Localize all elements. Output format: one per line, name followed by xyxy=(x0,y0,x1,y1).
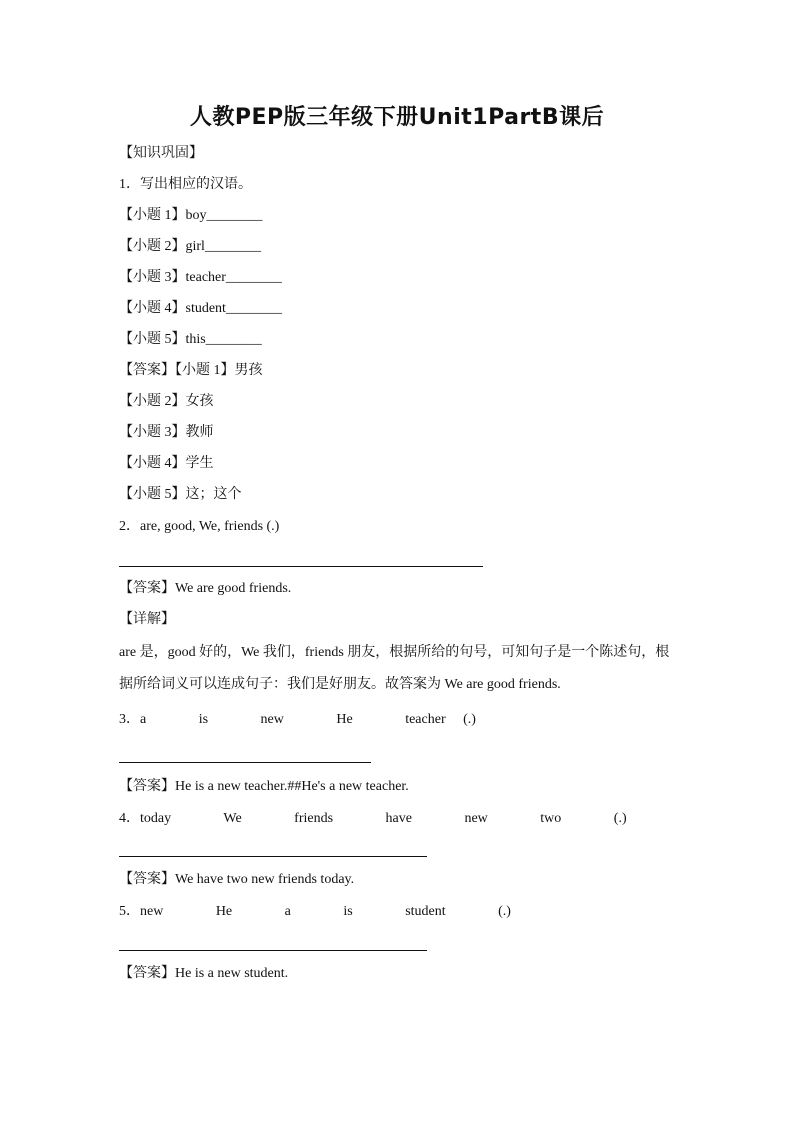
question-3-answer: 【答案】He is a new teacher.##He's a new teacher. xyxy=(119,779,409,794)
answer-line xyxy=(119,856,427,857)
question-1-answer-1: 【答案】【小题 1】男孩 xyxy=(119,363,263,378)
question-4-prompt: 4．today We friends have new two (.) xyxy=(119,811,627,826)
question-1-prompt: 1．写出相应的汉语。 xyxy=(119,177,252,192)
question-3-prompt: 3．a is new He teacher (.) xyxy=(119,712,476,727)
answer-line xyxy=(119,950,427,951)
section-heading: 【知识巩固】 xyxy=(119,146,203,161)
question-1-answer-5: 【小题 5】这；这个 xyxy=(119,487,242,502)
question-5-prompt: 5．new He a is student (.) xyxy=(119,904,511,919)
question-4-answer: 【答案】We have two new friends today. xyxy=(119,872,355,887)
question-1-item-5: 【小题 5】this________ xyxy=(119,332,262,347)
question-2-prompt: 2．are, good, We, friends (.) xyxy=(119,519,280,534)
document-title: 人教PEP版三年级下册Unit1PartB课后 xyxy=(189,105,605,130)
detail-text: are 是，good 好的，We 我们，friends 朋友，根据所给的句号，可知句子是一个陈述句，根据所给词义可以连成句子：我们是好朋友。故答案为 We are good friends. xyxy=(119,645,670,692)
answer-line xyxy=(119,762,371,763)
question-5-answer: 【答案】He is a new student. xyxy=(119,966,289,981)
answer-line xyxy=(119,566,483,567)
question-1-item-3: 【小题 3】teacher________ xyxy=(119,270,282,285)
question-1-answer-4: 【小题 4】学生 xyxy=(119,456,214,471)
question-2-answer: 【答案】We are good friends. xyxy=(119,581,292,596)
question-1-item-1: 【小题 1】boy________ xyxy=(119,208,263,223)
question-1-item-4: 【小题 4】student________ xyxy=(119,301,282,316)
detail-label: 【详解】 xyxy=(119,612,175,627)
question-1-answer-2: 【小题 2】女孩 xyxy=(119,394,214,409)
question-1-item-2: 【小题 2】girl________ xyxy=(119,239,261,254)
question-1-answer-3: 【小题 3】教师 xyxy=(119,425,214,440)
